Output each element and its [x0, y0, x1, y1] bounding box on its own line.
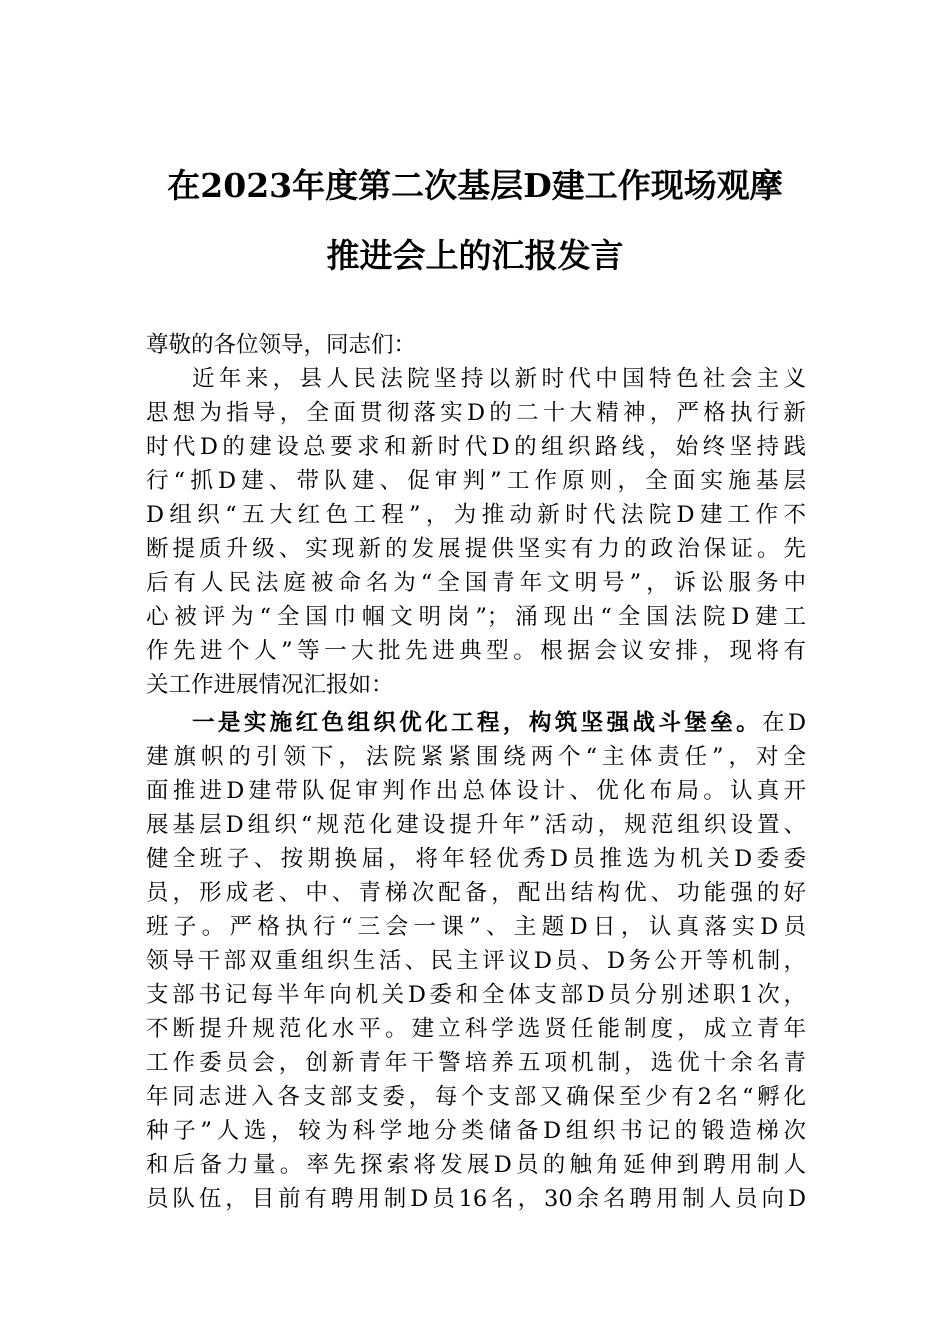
paragraph-line: 支部书记每半年向机关D委和全体支部D员分别述职1次，: [146, 982, 806, 1008]
paragraph-line: 领导干部双重组织生活、民主评议D员、D务公开等机制，: [146, 948, 806, 974]
document-title-line-2: 推进会上的汇报发言: [326, 236, 624, 275]
paragraph-line: 面推进D建带队促审判作出总体设计、优化布局。认真开: [146, 778, 806, 804]
salutation: 尊敬的各位领导，同志们：: [146, 332, 417, 358]
paragraph-line: 作先进个人”等一大批先进典型。根据会议安排，现将有: [146, 638, 806, 664]
paragraph-line: 员，形成老、中、青梯次配备，配出结构优、功能强的好: [146, 880, 806, 906]
paragraph-first-line: [146, 708, 806, 738]
paragraph-line: 班子。严格执行“三会一课”、主题D日，认真落实D员: [146, 914, 806, 940]
paragraph-line: 时代D的建设总要求和新时代D的组织路线，始终坚持践: [146, 434, 806, 460]
paragraph-line: 行“抓D建、带队建、促审判”工作原则，全面实施基层: [146, 468, 806, 494]
paragraph-line: 年同志进入各支部支委，每个支部又确保至少有2名“孵化: [146, 1084, 806, 1110]
paragraph-line: 思想为指导，全面贯彻落实D的二十大精神，严格执行新: [146, 400, 806, 426]
paragraph-line: 建旗帜的引领下，法院紧紧围绕两个“主体责任”，对全: [146, 744, 806, 770]
section-lead-heading: 一是实施红色组织优化工程，构筑坚强战斗堡垒。: [192, 710, 763, 736]
paragraph-line: 断提质升级、实现新的发展提供坚实有力的政治保证。先: [146, 536, 806, 562]
paragraph-line: 后有人民法庭被命名为“全国青年文明号”，诉讼服务中: [146, 570, 806, 596]
document-title-line-1: 在2023年度第二次基层D建工作现场观摩: [167, 166, 783, 205]
paragraph-line: 不断提升规范化水平。建立科学选贤任能制度，成立青年: [146, 1016, 806, 1042]
paragraph-line: 和后备力量。率先探索将发展D员的触角延伸到聘用制人: [146, 1152, 806, 1178]
paragraph-line: 近年来，县人民法院坚持以新时代中国特色社会主义: [192, 366, 806, 392]
paragraph-line: 心被评为“全国巾帼文明岗”；涌现出“全国法院D建工: [146, 604, 806, 630]
paragraph-line: 工作委员会，创新青年干警培养五项机制，选优十余名青: [146, 1050, 806, 1076]
paragraph-text: 在D: [762, 710, 806, 736]
paragraph-line: 展基层D组织“规范化建设提升年”活动，规范组织设置、: [146, 812, 806, 838]
paragraph-line: 健全班子、按期换届，将年轻优秀D员推选为机关D委委: [146, 846, 806, 872]
paragraph-line: D组织“五大红色工程”，为推动新时代法院D建工作不: [146, 502, 806, 528]
paragraph-line: 员队伍，目前有聘用制D员16名，30余名聘用制人员向D: [146, 1186, 806, 1212]
paragraph-line: 种子”人选，较为科学地分类储备D组织书记的锻造梯次: [146, 1118, 806, 1144]
paragraph-line: 关工作进展情况汇报如：: [146, 672, 394, 698]
